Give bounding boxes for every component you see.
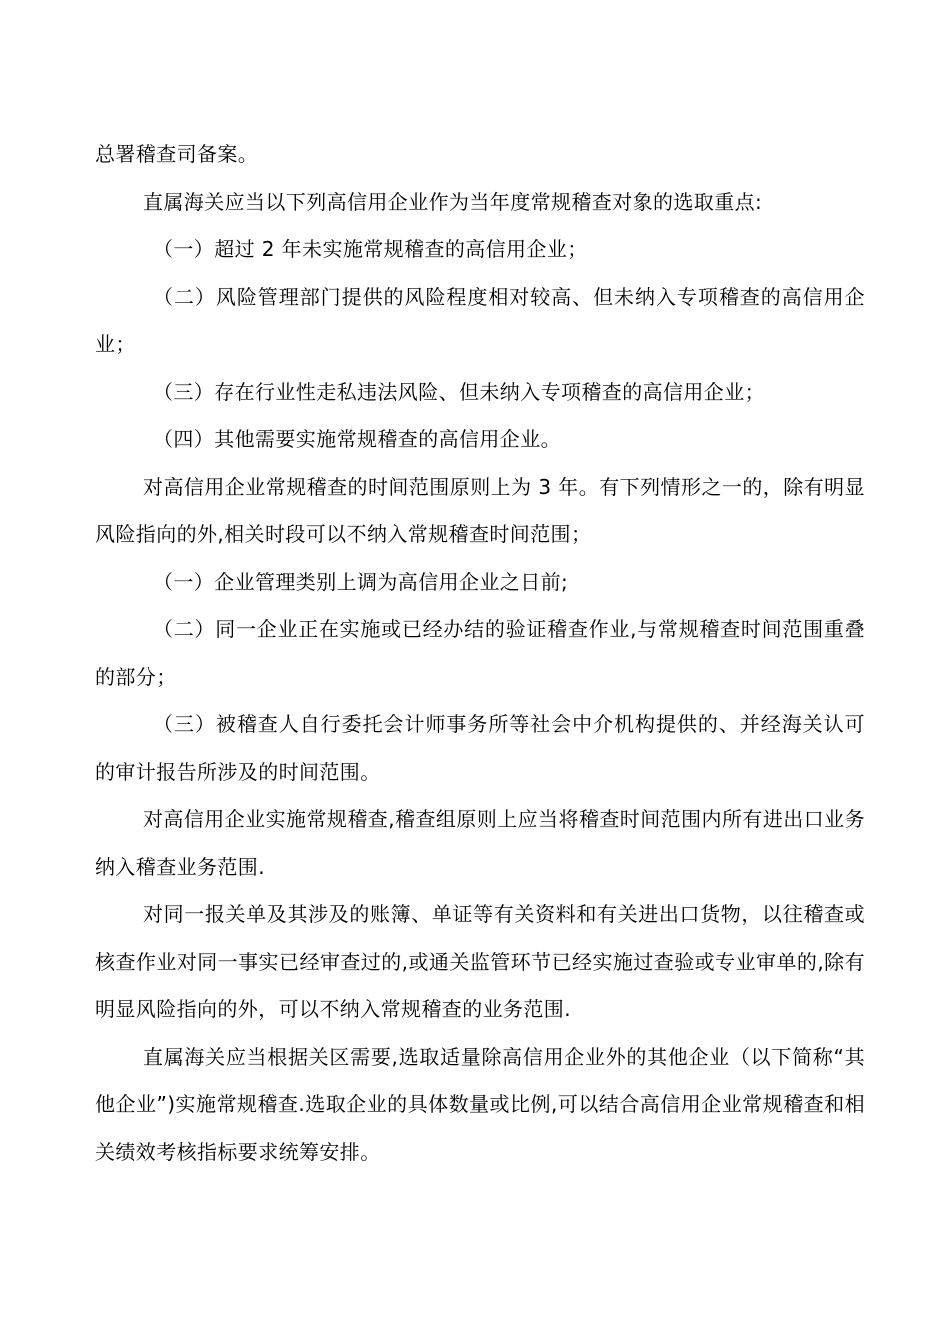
paragraph-prior-review: 对同一报关单及其涉及的账簿、单证等有关资料和有关进出口货物，以往稽查或核查作业对同一事实已经审查过的,或通关监管环节已经实施过查验或专业审单的,除有明显风险指向的外，可以不纳入常规稽查的业务范围. xyxy=(95,902,865,1021)
paragraph-other-enterprises: 直属海关应当根据关区需要,选取适量除高信用企业外的其他企业（以下简称“其他企业”)实施常规稽查.选取企业的具体数量或比例,可以结合高信用企业常规稽查和相关绩效考核指标要求统筹安排。 xyxy=(95,1044,865,1164)
list-item-exclusion-1: （一）企业管理类别上调为高信用企业之日前; xyxy=(153,569,569,594)
list-item-exclusion-2: （二）同一企业正在实施或已经办结的验证稽查作业,与常规稽查时间范围重叠的部分； xyxy=(95,617,865,689)
list-item-selection-3: （三）存在行业性走私违法风险、但未纳入专项稽查的高信用企业； xyxy=(153,379,765,404)
list-item-selection-4: （四）其他需要实施常规稽查的高信用企业。 xyxy=(153,427,561,451)
list-item-selection-2: （二）风险管理部门提供的风险程度相对较高、但未纳入专项稽查的高信用企业； xyxy=(95,284,865,356)
paragraph-selection-focus: 直属海关应当以下列高信用企业作为当年度常规稽查对象的选取重点: xyxy=(143,189,763,214)
paragraph-time-range: 对高信用企业常规稽查的时间范围原则上为 3 年。有下列情形之一的，除有明显风险指向的外,相关时段可以不纳入常规稽查时间范围； xyxy=(95,474,865,546)
list-item-exclusion-3: （三）被稽查人自行委托会计师事务所等社会中介机构提供的、并经海关认可的审计报告所涉及的时间范围。 xyxy=(95,712,865,784)
list-item-selection-1: （一）超过 2 年未实施常规稽查的高信用企业； xyxy=(153,237,588,261)
document-body xyxy=(95,131,865,1176)
paragraph-filing-note: 总署稽查司备案。 xyxy=(95,142,259,166)
paragraph-business-scope: 对高信用企业实施常规稽查,稽查组原则上应当将稽查时间范围内所有进出口业务纳入稽查业务范围. xyxy=(95,807,865,879)
